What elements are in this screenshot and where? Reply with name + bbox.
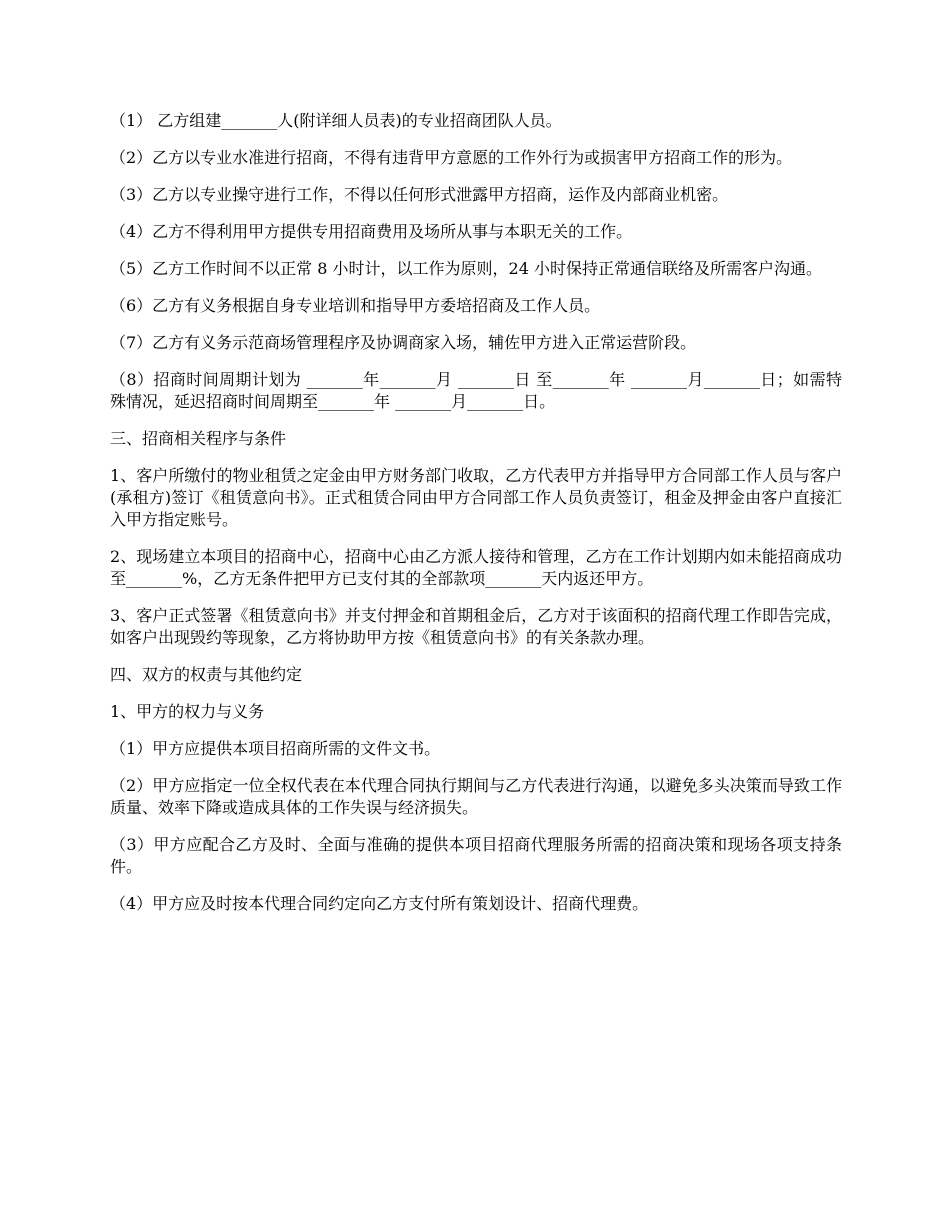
clause-representative: （2）甲方应指定一位全权代表在本代理合同执行期间与乙方代表进行沟通，以避免多头决策而导致工作质量、效率下降或造成具体的工作失误与经济损失。 [110, 776, 842, 817]
subsection-heading-party-a: 1、甲方的权力与义务 [110, 702, 265, 721]
clause-leasing-center: 2、现场建立本项目的招商中心，招商中心由乙方派人接待和管理，乙方在工作计划期内如未能招商成功至_______%，乙方无条件把甲方已支付其的全部款项_______天内返还甲方。 [110, 547, 842, 588]
clause-documents: （1）甲方应提供本项目招商所需的文件文书。 [110, 739, 441, 758]
clause-deposit: 1、客户所缴付的物业租赁之定金由甲方财务部门收取，乙方代表甲方并指导甲方合同部工作人员与客户(承租方)签订《租赁意向书》。正式租赁合同由甲方合同部工作人员负责签订，租金及押金由客户直接汇入甲方指定账号。 [110, 466, 842, 529]
document-page [110, 110, 842, 930]
clause-support: （3）甲方应配合乙方及时、全面与准确的提供本项目招商代理服务所需的招商决策和现场各项支持条件。 [110, 835, 842, 876]
clause-training: （6）乙方有义务根据自身专业培训和指导甲方委培招商及工作人员。 [110, 296, 601, 315]
section-heading-procedures: 三、招商相关程序与条件 [110, 429, 287, 448]
clause-demonstration: （7）乙方有义务示范商场管理程序及协调商家入场，辅佐甲方进入正常运营阶段。 [110, 333, 697, 352]
clause-completion: 3、客户正式签署《租赁意向书》并支付押金和首期租金后，乙方对于该面积的招商代理工作即告完成，如客户出现毁约等现象，乙方将协助甲方按《租赁意向书》的有关条款办理。 [110, 606, 842, 647]
clause-team-size: （1） 乙方组建_______人(附详细人员表)的专业招商团队人员。 [110, 111, 562, 130]
section-heading-rights: 四、双方的权责与其他约定 [110, 665, 303, 684]
clause-working-hours: （5）乙方工作时间不以正常 8 小时计，以工作为原则，24 小时保持正常通信联络及所需客户沟通。 [110, 259, 822, 278]
clause-payment: （4）甲方应及时按本代理合同约定向乙方支付所有策划设计、招商代理费。 [110, 894, 649, 913]
clause-confidentiality: （3）乙方以专业操守进行工作，不得以任何形式泄露甲方招商，运作及内部商业机密。 [110, 185, 729, 204]
clause-no-misuse: （4）乙方不得利用甲方提供专用招商费用及场所从事与本职无关的工作。 [110, 222, 633, 241]
clause-schedule: （8）招商时间周期计划为 _______年_______月 _______日 至_______年 _______月_______日；如需特殊情况，延迟招商时间周期至_______年 _______月_______日。 [110, 370, 842, 411]
clause-professional-standard: （2）乙方以专业水准进行招商，不得有违背甲方意愿的工作外行为或损害甲方招商工作的形为。 [110, 148, 793, 167]
